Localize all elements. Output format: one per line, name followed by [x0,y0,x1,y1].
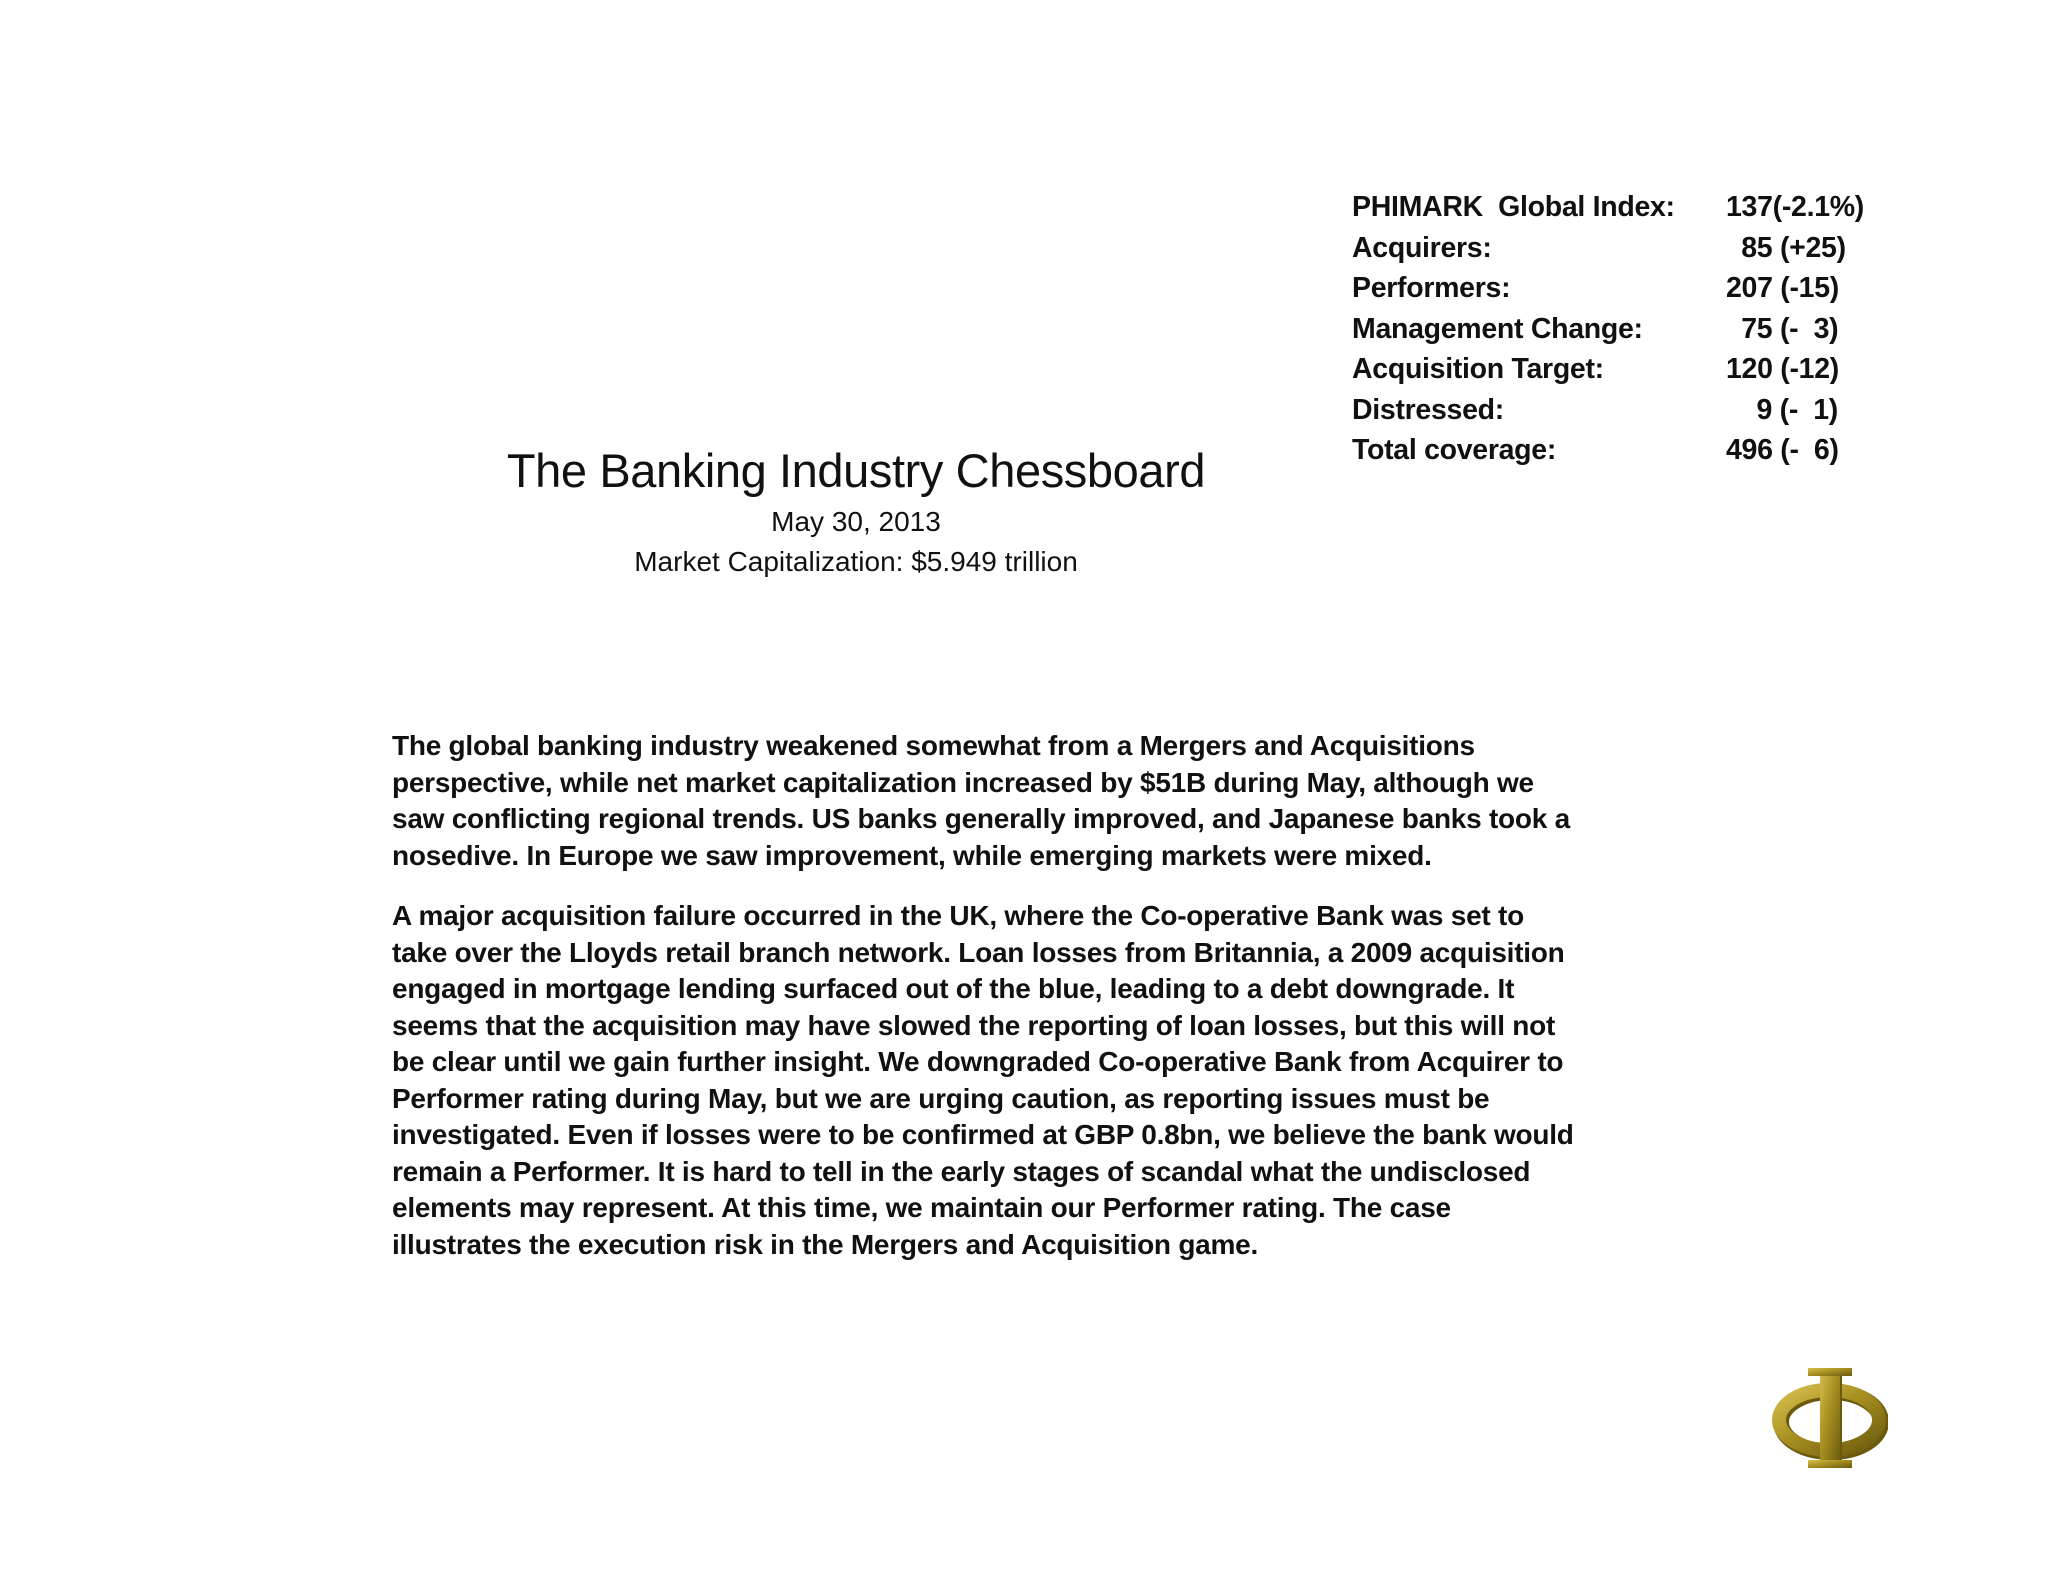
stat-value: 496 (- 6) [1726,434,1839,466]
stat-row-acquirers [1352,228,1864,269]
stat-value: 207 (-15) [1726,272,1839,304]
stat-label: Total coverage: [1352,434,1557,466]
stat-label: Performers: [1352,272,1511,304]
paragraph-uk-acquisition: A major acquisition failure occurred in the UK, where the Co-operative Bank was set to take over the Lloyds retail branch network. Loan losses from Britannia, a 2009 acquisition engaged in mortgage lending surfaced out of the blue, leading to a debt downgrade. It seems that the acquisition may have slowed the reporting of loan losses, but this will not be clear until we gain further insight. We downgraded Co-operative Bank from Acquirer to Performer rating during May, but we are urging caution, as reporting issues must be investigated. Even if losses were to be confirmed at GBP 0.8bn, we believe the bank would remain a Performer. It is hard to tell in the early stages of scandal what the undisclosed elements may represent. At this time, we maintain our Performer rating. The case illustrates the execution risk in the Mergers and Acquisition game. [392,900,1574,1260]
stat-row-acquisition-target [1352,349,1864,390]
stat-value: 75 (- 3) [1726,312,1839,345]
phi-logo-icon [1770,1364,1888,1472]
paragraph-summary: The global banking industry weakened somewhat from a Mergers and Acquisitions perspective, while net market capitalization increased by $51B during May, although we saw conflicting regional trends. US banks generally improved, and Japanese banks took a nosedive. In Europe we saw improvement, while emerging markets were mixed. [392,730,1570,871]
title-block [350,440,1362,582]
stat-value: 137(-2.1%) [1726,191,1864,223]
stat-row-total-coverage [1352,430,1864,471]
phimark-stats [1352,187,1864,471]
stat-label: Acquisition Target: [1352,353,1604,385]
stat-label: Management Change: [1352,312,1643,345]
report-date: May 30, 2013 [771,506,941,537]
stat-row-performers [1352,268,1864,309]
stat-label: PHIMARK Global Index: [1352,191,1675,223]
stat-value: 9 (- 1) [1726,393,1839,426]
stat-row-management-change [1352,309,1864,350]
page-title: The Banking Industry Chessboard [506,444,1206,497]
market-capitalization: Market Capitalization: $5.949 trillion [634,546,1078,577]
stat-value: 85 (+25) [1726,231,1846,264]
stat-label: Acquirers: [1352,231,1492,264]
stat-row-distressed [1352,390,1864,431]
stat-label: Distressed: [1352,393,1504,426]
stat-row-global-index [1352,187,1864,228]
commentary [392,728,1682,1263]
stat-value: 120 (-12) [1726,353,1839,385]
